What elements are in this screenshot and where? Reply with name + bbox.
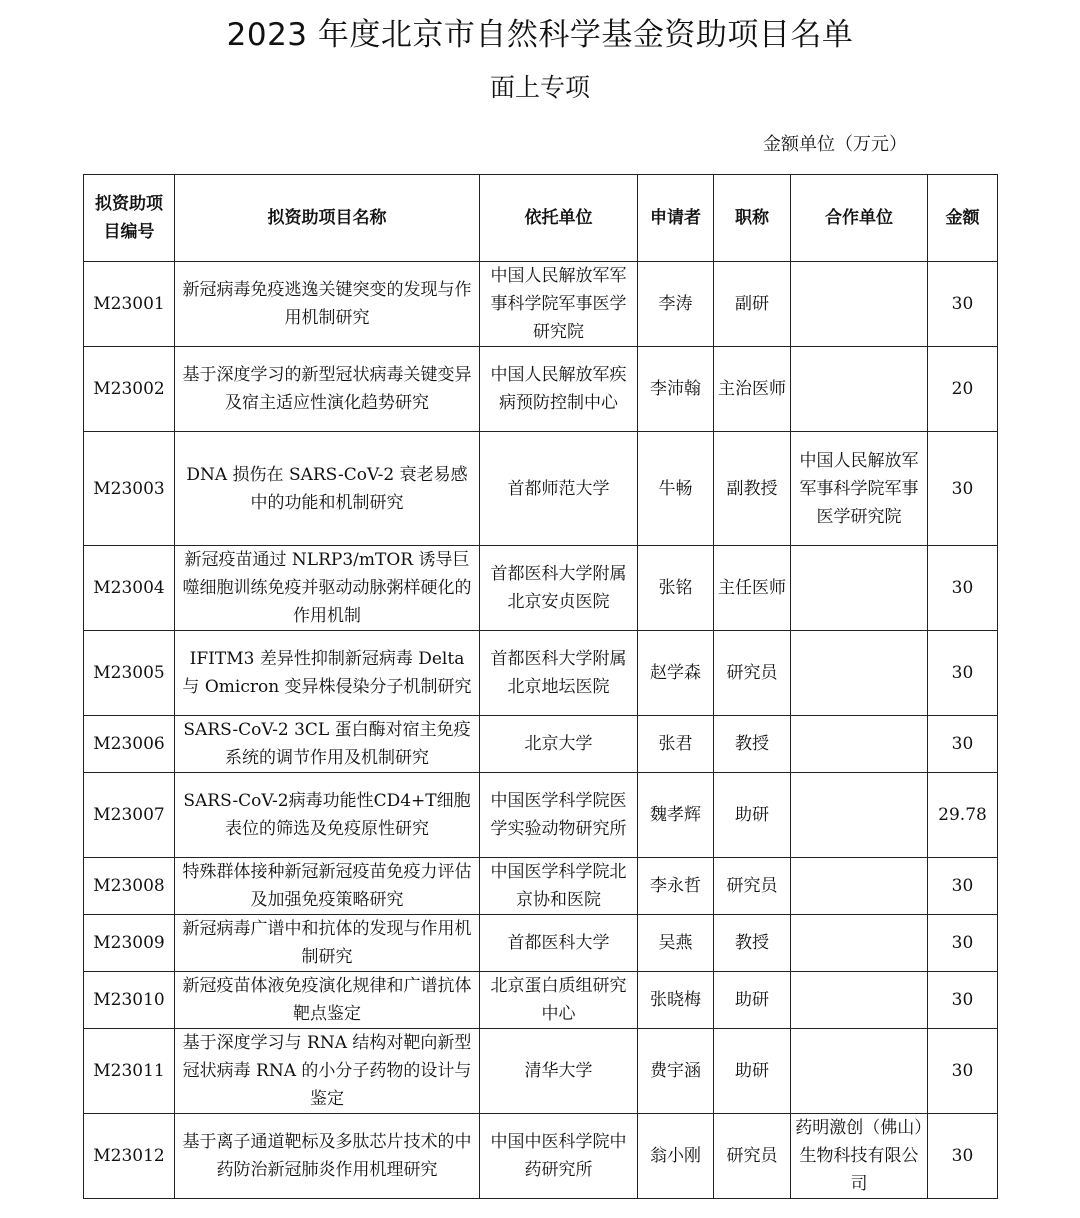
applicant-cell: 牛畅	[638, 432, 714, 546]
applicant-cell: 李涛	[638, 262, 714, 347]
table-row	[84, 716, 998, 773]
institution-cell: 中国医学科学院北京协和医院	[480, 858, 638, 915]
project-code-cell: M23011	[84, 1029, 175, 1114]
project-code-cell: M23007	[84, 773, 175, 858]
document-title: 2023 年度北京市自然科学基金资助项目名单	[226, 17, 854, 53]
header-applicant: 申请者	[638, 175, 714, 262]
job-title-cell: 教授	[714, 716, 791, 773]
table-row	[84, 262, 998, 347]
institution-cell: 中国医学科学院医学实验动物研究所	[480, 773, 638, 858]
project-code-cell: M23003	[84, 432, 175, 546]
partner-cell	[791, 262, 928, 347]
partner-cell	[791, 716, 928, 773]
applicant-cell: 李永哲	[638, 858, 714, 915]
project-name-cell: SARS-CoV-2 3CL 蛋白酶对宿主免疫系统的调节作用及机制研究	[175, 716, 480, 773]
applicant-cell: 翁小刚	[638, 1114, 714, 1199]
amount-cell: 30	[928, 631, 998, 716]
job-title-cell: 教授	[714, 915, 791, 972]
table-header-row	[84, 175, 998, 262]
table-row	[84, 432, 998, 546]
job-title-cell: 副研	[714, 262, 791, 347]
project-code-cell: M23004	[84, 546, 175, 631]
institution-cell: 首都师范大学	[480, 432, 638, 546]
job-title-cell: 研究员	[714, 1114, 791, 1199]
table-row	[84, 1029, 998, 1114]
amount-cell: 30	[928, 432, 998, 546]
institution-cell: 首都医科大学	[480, 915, 638, 972]
job-title-cell: 助研	[714, 1029, 791, 1114]
applicant-cell: 张铭	[638, 546, 714, 631]
amount-cell: 30	[928, 915, 998, 972]
project-name-cell: 新冠病毒广谱中和抗体的发现与作用机制研究	[175, 915, 480, 972]
institution-cell: 北京蛋白质组研究中心	[480, 972, 638, 1029]
applicant-cell: 张晓梅	[638, 972, 714, 1029]
amount-cell: 30	[928, 972, 998, 1029]
project-name-cell: 基于深度学习与 RNA 结构对靶向新型冠状病毒 RNA 的小分子药物的设计与鉴定	[175, 1029, 480, 1114]
amount-cell: 30	[928, 1114, 998, 1199]
job-title-cell: 研究员	[714, 631, 791, 716]
amount-cell: 30	[928, 1029, 998, 1114]
header-project-code: 拟资助项目编号	[84, 175, 175, 262]
job-title-cell: 主治医师	[714, 347, 791, 432]
institution-cell: 首都医科大学附属北京安贞医院	[480, 546, 638, 631]
document-subtitle: 面上专项	[489, 73, 590, 102]
table-row	[84, 972, 998, 1029]
table-row	[84, 1114, 998, 1199]
institution-cell: 中国中医科学院中药研究所	[480, 1114, 638, 1199]
project-name-cell: 新冠疫苗通过 NLRP3/mTOR 诱导巨噬细胞训练免疫并驱动动脉粥样硬化的作用机制	[175, 546, 480, 631]
job-title-cell: 研究员	[714, 858, 791, 915]
job-title-cell: 助研	[714, 972, 791, 1029]
job-title-cell: 助研	[714, 773, 791, 858]
grant-projects-table	[83, 174, 998, 1199]
project-name-cell: IFITM3 差异性抑制新冠病毒 Delta 与 Omicron 变异株侵染分子机制研究	[175, 631, 480, 716]
amount-unit-note: 金额单位（万元）	[763, 134, 907, 155]
project-name-cell: 新冠疫苗体液免疫演化规律和广谱抗体靶点鉴定	[175, 972, 480, 1029]
applicant-cell: 张君	[638, 716, 714, 773]
partner-cell	[791, 347, 928, 432]
partner-cell	[791, 773, 928, 858]
partner-cell: 中国人民解放军军事科学院军事医学研究院	[791, 432, 928, 546]
partner-cell: 药明激创（佛山）生物科技有限公司	[791, 1114, 928, 1199]
partner-cell	[791, 972, 928, 1029]
job-title-cell: 副教授	[714, 432, 791, 546]
project-code-cell: M23012	[84, 1114, 175, 1199]
institution-cell: 中国人民解放军军事科学院军事医学研究院	[480, 262, 638, 347]
amount-cell: 30	[928, 546, 998, 631]
institution-cell: 清华大学	[480, 1029, 638, 1114]
header-job-title: 职称	[714, 175, 791, 262]
project-code-cell: M23008	[84, 858, 175, 915]
applicant-cell: 魏孝辉	[638, 773, 714, 858]
partner-cell	[791, 915, 928, 972]
header-institution: 依托单位	[480, 175, 638, 262]
partner-cell	[791, 631, 928, 716]
header-amount: 金额	[928, 175, 998, 262]
project-name-cell: 特殊群体接种新冠新冠疫苗免疫力评估及加强免疫策略研究	[175, 858, 480, 915]
project-code-cell: M23001	[84, 262, 175, 347]
amount-cell: 29.78	[928, 773, 998, 858]
header-partner: 合作单位	[791, 175, 928, 262]
project-code-cell: M23006	[84, 716, 175, 773]
institution-cell: 中国人民解放军疾病预防控制中心	[480, 347, 638, 432]
table-row	[84, 347, 998, 432]
project-name-cell: 基于离子通道靶标及多肽芯片技术的中药防治新冠肺炎作用机理研究	[175, 1114, 480, 1199]
project-code-cell: M23010	[84, 972, 175, 1029]
job-title-cell: 主任医师	[714, 546, 791, 631]
table-row	[84, 858, 998, 915]
project-code-cell: M23009	[84, 915, 175, 972]
project-code-cell: M23002	[84, 347, 175, 432]
project-code-cell: M23005	[84, 631, 175, 716]
table-row	[84, 773, 998, 858]
header-project-name: 拟资助项目名称	[175, 175, 480, 262]
partner-cell	[791, 858, 928, 915]
applicant-cell: 费宇涵	[638, 1029, 714, 1114]
partner-cell	[791, 1029, 928, 1114]
project-name-cell: DNA 损伤在 SARS-CoV-2 衰老易感中的功能和机制研究	[175, 432, 480, 546]
institution-cell: 首都医科大学附属北京地坛医院	[480, 631, 638, 716]
table-row	[84, 546, 998, 631]
amount-cell: 30	[928, 262, 998, 347]
amount-cell: 30	[928, 858, 998, 915]
applicant-cell: 赵学森	[638, 631, 714, 716]
applicant-cell: 吴燕	[638, 915, 714, 972]
table-row	[84, 915, 998, 972]
amount-cell: 30	[928, 716, 998, 773]
applicant-cell: 李沛翰	[638, 347, 714, 432]
project-name-cell: SARS-CoV-2病毒功能性CD4+T细胞表位的筛选及免疫原性研究	[175, 773, 480, 858]
table-row	[84, 631, 998, 716]
project-name-cell: 新冠病毒免疫逃逸关键突变的发现与作用机制研究	[175, 262, 480, 347]
project-name-cell: 基于深度学习的新型冠状病毒关键变异及宿主适应性演化趋势研究	[175, 347, 480, 432]
institution-cell: 北京大学	[480, 716, 638, 773]
amount-cell: 20	[928, 347, 998, 432]
partner-cell	[791, 546, 928, 631]
